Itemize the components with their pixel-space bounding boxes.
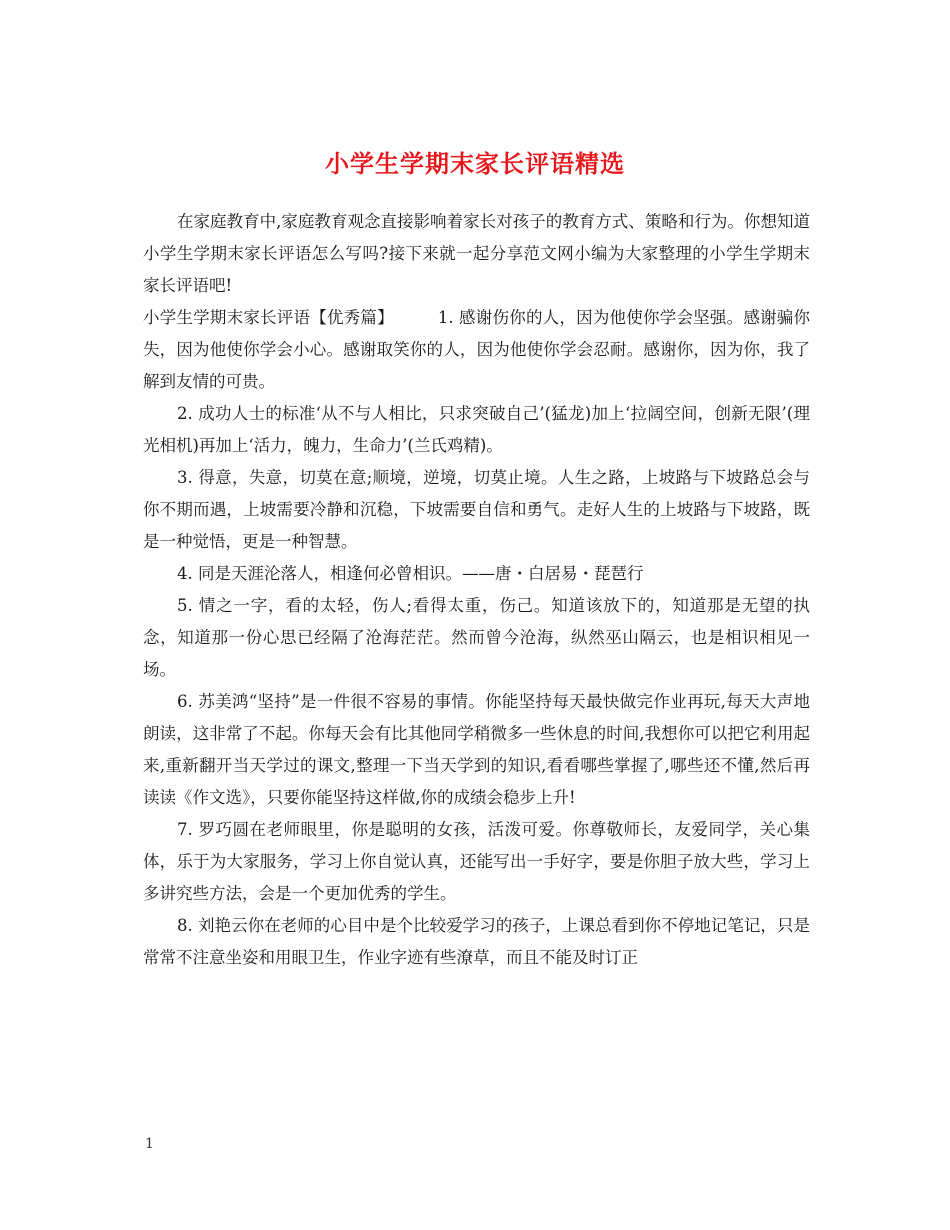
list-item-8: 8. 刘艳云你在老师的心目中是个比较爱学习的孩子，上课总看到你不停地记笔记，只是常常不注意坐姿和用眼卫生，作业字迹有些潦草，而且不能及时订正 bbox=[143, 916, 810, 967]
list-item-4: 4. 同是天涯沦落人，相逢何必曾相识。——唐・白居易・琵琶行 bbox=[177, 564, 644, 583]
page-number: 1 bbox=[145, 1136, 154, 1152]
document-title: 小学生学期末家长评语精选 bbox=[325, 149, 625, 179]
intro-paragraph: 在家庭教育中,家庭教育观念直接影响着家长对孩子的教育方式、策略和行为。你想知道小学生学期末家长评语怎么写吗?接下来就一起分享范文网小编为大家整理的小学生学期末家长评语吧! bbox=[143, 212, 810, 295]
list-item-6: 6. 苏美鸿“坚持”是一件很不容易的事情。你能坚持每天最快做完作业再玩,每天大声地朗读，这非常了不起。你每天会有比其他同学稍微多一些休息的时间,我想你可以把它利用起来,重新翻开当天学过的课文,整理一下当天学到的知识,看看哪些掌握了,哪些还不懂,然后再读读《作文选》，只要你能坚持这样做,你的成绩会稳步上升! bbox=[143, 692, 810, 807]
list-item-2: 2. 成功人士的标准‘从不与人相比，只求突破自己’(猛龙)加上‘拉阔空间，创新无限’(理光相机)再加上‘活力，魄力，生命力’(兰氏鸡精)。 bbox=[143, 404, 810, 455]
document-body bbox=[143, 206, 810, 974]
section-heading-paragraph bbox=[143, 302, 810, 398]
list-item-1: 1. 感谢伤你的人，因为他使你学会坚强。感谢骗你失，因为他使你学会小心。感谢取笑你的人，因为他使你学会忍耐。感谢你，因为你，我了解到友情的可贵。 bbox=[143, 308, 810, 391]
list-item-3: 3. 得意，失意，切莫在意;顺境，逆境，切莫止境。人生之路，上坡路与下坡路总会与你不期而遇，上坡需要冷静和沉稳，下坡需要自信和勇气。走好人生的上坡路与下坡路，既是一种觉悟，更是一种智慧。 bbox=[143, 468, 810, 551]
list-item-5: 5. 情之一字，看的太轻，伤人;看得太重，伤己。知道该放下的，知道那是无望的执念，知道那一份心思已经隔了沧海茫茫。然而曾今沧海，纵然巫山隔云，也是相识相见一场。 bbox=[143, 596, 810, 679]
section-heading: 小学生学期末家长评语【优秀篇】 bbox=[143, 308, 394, 327]
list-item-7: 7. 罗巧圆在老师眼里，你是聪明的女孩，活泼可爱。你尊敬师长，友爱同学，关心集体，乐于为大家服务，学习上你自觉认真，还能写出一手好字，要是你胆子放大些，学习上多讲究些方法，会是一个更加优秀的学生。 bbox=[143, 820, 810, 903]
